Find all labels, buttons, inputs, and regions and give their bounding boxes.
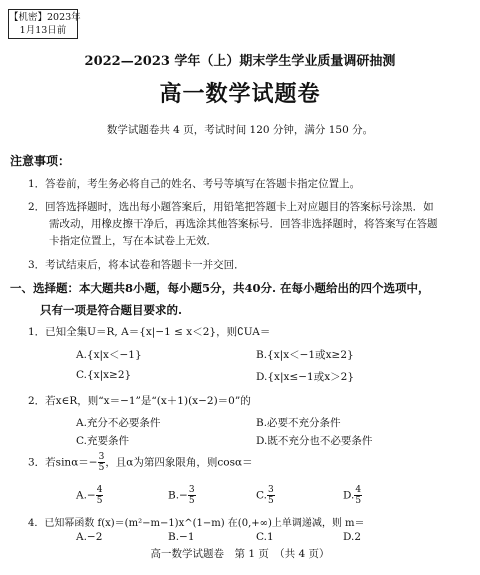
fraction-denominator: 5	[355, 496, 362, 506]
question-1-option-d: D.{x|x≤−1或x＞2}	[256, 371, 355, 383]
question-2-option-a: A.充分不必要条件	[76, 417, 161, 429]
section-1-heading-cont: 只有一项是符合题目要求的.	[40, 303, 183, 317]
question-1-stem: 1．已知全集U＝R, A＝{x|−1 ≤ x＜2}，则∁UA＝	[28, 326, 271, 338]
question-3-option-d	[343, 485, 362, 506]
option-prefix: B.−	[168, 489, 188, 502]
exam-info: 数学试题卷共 4 页，考试时间 120 分钟，满分 150 分。	[106, 124, 374, 136]
question-4-stem: 4．已知幂函数 f(x)＝(m²−m−1)x^(1−m) 在(0,+∞)上单调递减，则 m＝	[28, 518, 365, 529]
subject-title: 高一数学试题卷	[159, 81, 321, 107]
option-prefix: C.	[256, 489, 267, 502]
note-item: 需改动，用橡皮擦干净后，再选涂其他答案标号．回答非选择题时，将答案写在答题	[49, 218, 438, 230]
question-1-option-b: B.{x|x＜−1或x≥2}	[256, 349, 354, 361]
option-prefix: A.−	[76, 489, 96, 502]
question-2-option-c: C.充要条件	[76, 435, 129, 447]
question-4-option-d: D.2	[343, 531, 362, 543]
question-2-option-d: D.既不充分也不必要条件	[256, 435, 373, 447]
stamp-line-2: 1月13日前	[19, 25, 67, 36]
option-fraction	[267, 485, 275, 506]
section-1-heading: 一、选择题：本大题共8小题，每小题5分，共40分. 在每小题给出的四个选项中，	[10, 281, 430, 295]
stamp-line-1: 【机密】2023年	[9, 12, 81, 23]
note-item: 卡指定位置上，写在本试卷上无效．	[49, 235, 217, 247]
fraction-numerator: 3	[98, 452, 105, 462]
note-item: 3．考试结束后，将本试卷和答题卡一并交回．	[28, 259, 245, 271]
question-2-stem: 2．若x∈R，则“x＝−1”是“(x＋1)(x−2)＝0”的	[28, 395, 251, 407]
fraction-denominator: 5	[188, 496, 195, 506]
note-item: 2．回答选择题时，选出每小题答案后，用铅笔把答题卡上对应题目的答案标号涂黑．如	[28, 201, 434, 213]
question-1-option-a: A.{x|x＜−1}	[76, 349, 142, 361]
fraction-denominator: 5	[96, 496, 103, 506]
exam-name: 2022—2023 学年（上）期末学生学业质量调研抽测	[84, 54, 396, 69]
question-3-option-a	[76, 485, 103, 506]
fraction-denominator: 5	[268, 496, 274, 506]
question-4-option-c: C.1	[256, 531, 274, 543]
question-3-stem-suffix: ，且α为第四象限角，则cosα＝	[105, 456, 253, 469]
fraction-numerator: 4	[96, 485, 103, 495]
question-1-option-c: C.{x|x≥2}	[76, 369, 132, 381]
question-2-option-b: B.必要不充分条件	[256, 417, 341, 429]
fraction-denominator: 5	[98, 463, 105, 473]
question-3-stem	[28, 452, 253, 473]
option-fraction	[96, 485, 104, 506]
question-4-option-b: B.−1	[168, 531, 195, 543]
fraction-numerator: 3	[188, 485, 195, 495]
page-footer: 高一数学试题卷 第 1 页 （共 4 页）	[150, 548, 330, 560]
question-3-stem-prefix: 3．若sinα＝−	[28, 456, 98, 469]
notes-heading: 注意事项：	[10, 154, 71, 168]
option-prefix: D.	[343, 489, 355, 502]
confidential-stamp	[8, 9, 81, 39]
question-3-option-b	[168, 485, 196, 506]
question-3-option-c	[256, 485, 275, 506]
fraction-numerator: 4	[355, 485, 362, 495]
note-item: 1．答卷前，考生务必将自己的姓名、考号等填写在答题卡指定位置上。	[28, 178, 361, 190]
option-fraction	[354, 485, 362, 506]
fraction-numerator: 3	[268, 485, 274, 495]
question-4-option-a: A.−2	[76, 531, 103, 543]
option-fraction	[188, 485, 196, 506]
